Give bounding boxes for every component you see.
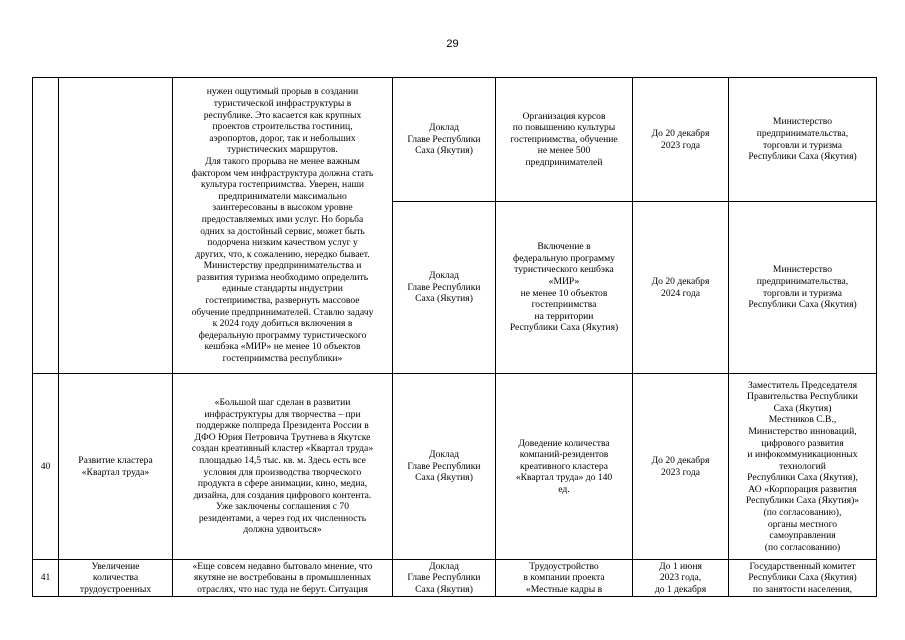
quote-cell: нужен ощутимый прорыв в создании туристической инфраструктуры в республике. Это касается как крупных проектов строительства гостиниц, аэропортов, дорог, так и небольших туристических маршрутов. Для такого прорыва не менее важным фактором чем инфраструктура должна стать культура гостеприимства. Уверен, наши предприниматели максимально заинтересованы в высоком уровне предоставляемых ими услуг. Но борьба одних за достойный сервис, может быть подорчена низким качеством услуг у других, что, к сожалению, нередко бывает. Министерству предпринимательства и развития туризма необходимо определить единые стандарты индустрии гостеприимства, развернуть массовое обучение предпринимателей. Ставлю задачу к 2024 году добиться включения в федеральную программу туристического кешбэка «МИР» не менее 10 объектов гостеприимства республики» (173, 78, 393, 374)
row-number-cell (33, 78, 59, 374)
assignments-table (32, 77, 877, 597)
page-number: 29 (446, 38, 459, 50)
report-form-cell: Доклад Главе Республики Саха (Якутия) (393, 374, 496, 560)
expected-result-cell: Организация курсов по повышению культуры гостеприимства, обучение не менее 500 предпринимателей (496, 78, 633, 202)
responsible-cell: Заместитель Председателя Правительства Республики Саха (Якутия) Местников С.В., Министерство инноваций, цифрового развития и инфокоммуникационных технологий Республики Саха (Якутия), АО «Корпорация развития Республики Саха (Якутия)» (по согласованию), органы местного самоуправления (по согласованию) (729, 374, 877, 560)
table-row (33, 374, 877, 560)
quote-cell: «Еще совсем недавно бытовало мнение, что якутяне не востребованы в промышленных отраслях, что нас туда не берут. Ситуация (173, 560, 393, 597)
row-title-cell: Развитие кластера «Квартал труда» (59, 374, 173, 560)
responsible-cell: Государственный комитет Республики Саха (Якутия) по занятости населения, (729, 560, 877, 597)
quote-cell: «Большой шаг сделан в развитии инфраструктуры для творчества – при поддержке полпреда Президента России в ДФО Юрия Петровича Трутнева в Якутске создан креативный кластер «Квартал труда» площадью 14,5 тыс. кв. м. Здесь есть все условия для производства творческого продукта в сфере анимации, кино, медиа, дизайна, для создания цифрового контента. Уже заключены соглашения с 70 резидентами, а через год их численность должна удвоиться» (173, 374, 393, 560)
report-form-cell: Доклад Главе Республики Саха (Якутия) (393, 202, 496, 374)
deadline-cell: До 20 декабря 2023 года (633, 374, 729, 560)
responsible-cell: Министерство предпринимательства, торговли и туризма Республики Саха (Якутия) (729, 78, 877, 202)
expected-result-cell: Трудоустройство в компании проекта «Местные кадры в (496, 560, 633, 597)
deadline-cell: До 1 июня 2023 года, до 1 декабря (633, 560, 729, 597)
report-form-cell: Доклад Главе Республики Саха (Якутия) (393, 78, 496, 202)
deadline-cell: До 20 декабря 2023 года (633, 78, 729, 202)
row-title-cell (59, 78, 173, 374)
report-form-cell: Доклад Главе Республики Саха (Якутия) (393, 560, 496, 597)
table-row (33, 78, 877, 202)
row-title-cell: Увеличение количества трудоустроенных (59, 560, 173, 597)
expected-result-cell: Включение в федеральную программу туристического кешбэка «МИР» не менее 10 объектов гостеприимства на территории Республики Саха (Якутия) (496, 202, 633, 374)
row-number-cell: 40 (33, 374, 59, 560)
expected-result-cell: Доведение количества компаний-резидентов креативного кластера «Квартал труда» до 140 ед. (496, 374, 633, 560)
row-number-cell: 41 (33, 560, 59, 597)
deadline-cell: До 20 декабря 2024 года (633, 202, 729, 374)
table-row (33, 560, 877, 597)
responsible-cell: Министерство предпринимательства, торговли и туризма Республики Саха (Якутия) (729, 202, 877, 374)
